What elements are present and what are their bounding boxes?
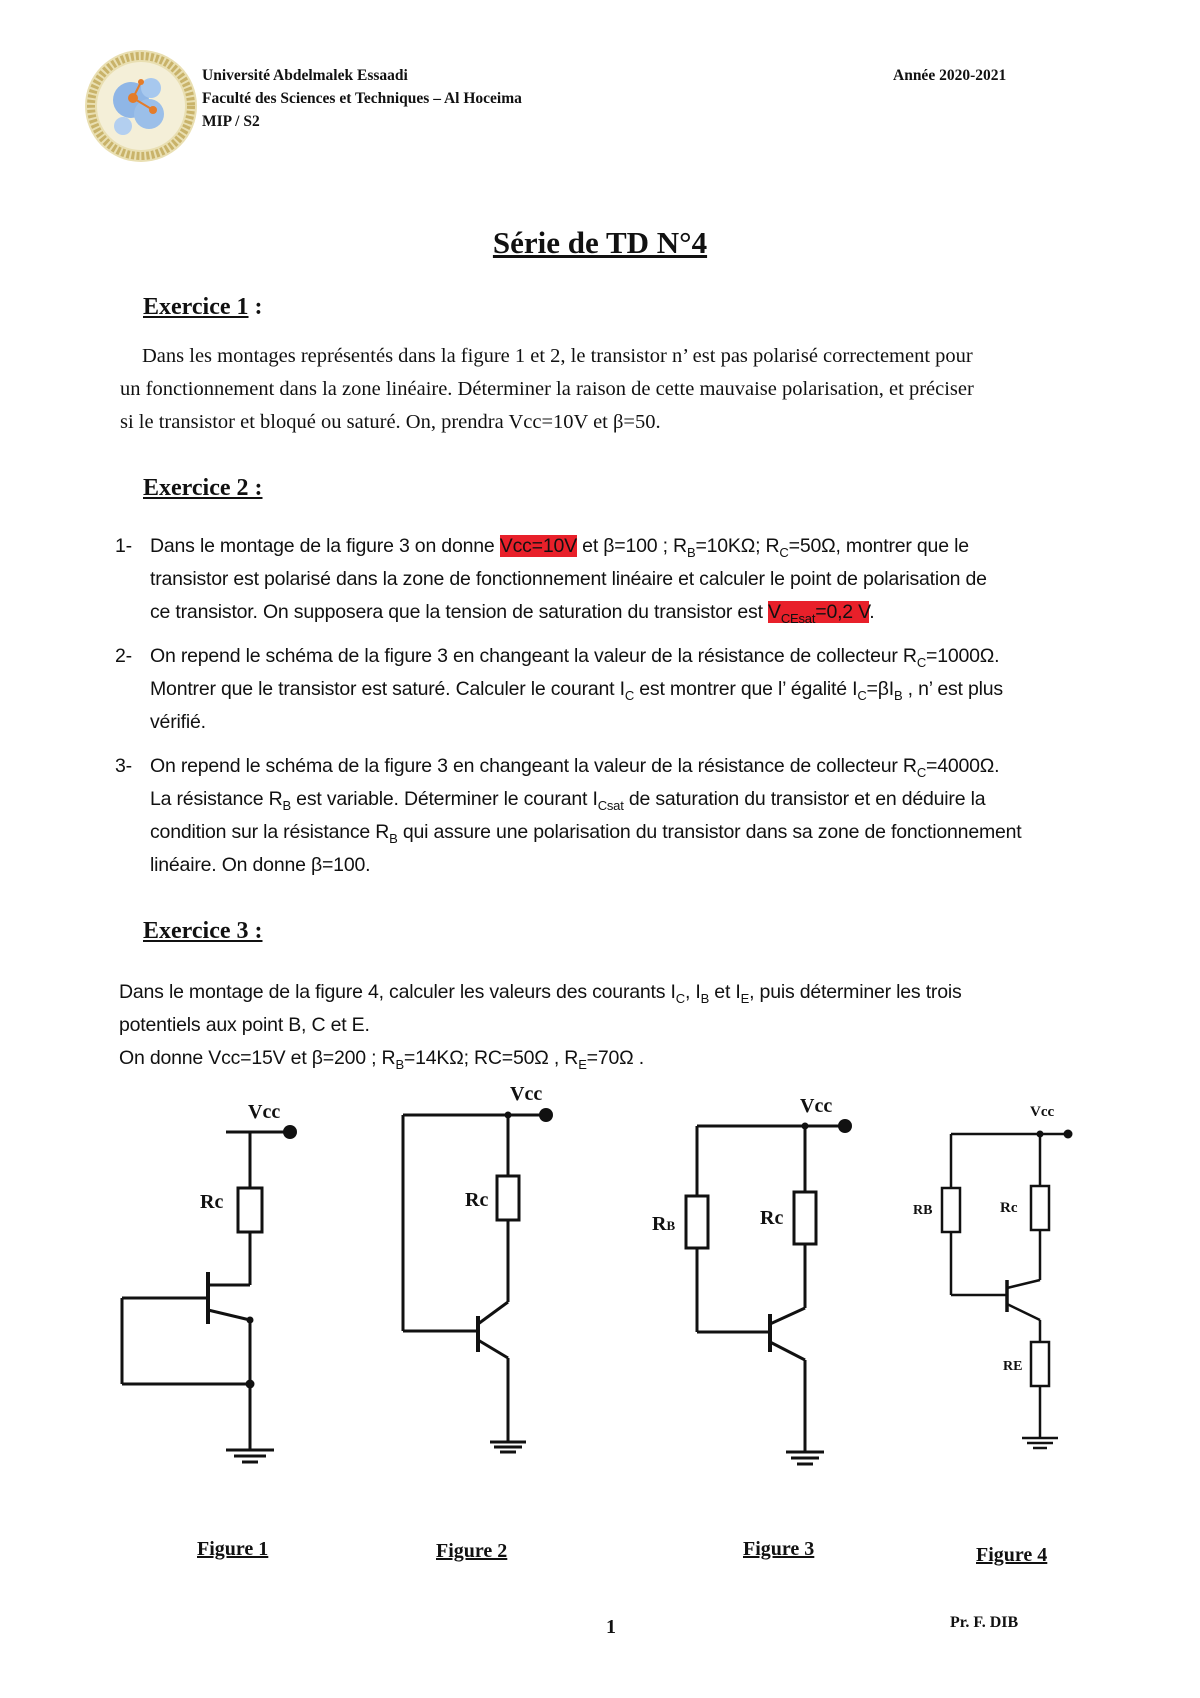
fig4-rb-label: RB [913, 1203, 933, 1218]
fig2-vcc-terminal [539, 1108, 553, 1122]
figure-3-circuit [686, 1126, 845, 1464]
fig3-rc-label: Rc [760, 1207, 784, 1229]
figure-3-label: Figure 3 [743, 1538, 815, 1560]
faculty-logo [83, 48, 199, 164]
ex3-text: Dans le montage de la figure 4, calculer les valeurs des courants $I_C$, $I_B$ et $I_E$, puis déterminer les trois potentiels aux point B, C et E. On donne Vcc=15V et β=200 ; $R_B=14K\Omega$; RC=50Ω , $R_E=70\Omega$ . [119, 981, 962, 1072]
level: MIP / S2 [202, 113, 260, 130]
fig2-rc-label: Rc [465, 1189, 489, 1211]
fig1-rc-label: Rc [200, 1191, 224, 1213]
ex1-title-text: Exercice 1 [143, 294, 249, 320]
fig4-vcc-label: Vcc [1030, 1104, 1055, 1120]
ex2-question-2: 2- On repend le schéma de la figure 3 en changeant la valeur de la résistance de collecteur $R_C=1000\Omega$. Montrer que le transistor est saturé. Calculer le courant $I_C$ est montrer que l’ égalité $I_C=\beta I_B$ , n’ est plus vérifié. [115, 645, 1003, 733]
fig3-rb-label: RB [652, 1213, 676, 1235]
highlight-vcesat: $V_{CEsat}=0,2$ V [768, 601, 870, 626]
figure-4-circuit [942, 1134, 1068, 1448]
circuit-figures [0, 1080, 1200, 1480]
figure-1-circuit [122, 1132, 290, 1462]
page-title: Série de TD N°4 [492, 225, 708, 260]
ex1-line-2: un fonctionnement dans la zone linéaire. Déterminer la raison de cette mauvaise polarisation, et préciser [120, 378, 974, 400]
figure-2-label: Figure 2 [436, 1540, 508, 1562]
ex1-line-3: si le transistor et bloqué ou saturé. On, prendra Vcc=10V et β=50. [120, 411, 661, 433]
fig4-re-label: RE [1003, 1359, 1023, 1374]
fig4-rc-label: Rc [1000, 1200, 1018, 1216]
author: Pr. F. DIB [950, 1614, 1019, 1631]
ex2-question-3: 3- On repend le schéma de la figure 3 en changeant la valeur de la résistance de collecteur $R_C=4000\Omega$. La résistance $R_B$ est variable. Déterminer le courant $I_{Csat}$ de saturation du transistor et en déduire la condition sur la résistance $R_B$ qui assure une polarisation du transistor dans sa zone de fonctionnement linéaire. On donne β=100. [115, 755, 1022, 876]
figure-1-label: Figure 1 [197, 1538, 269, 1560]
ex1-title [143, 294, 263, 321]
highlight-vcc: Vcc=10V [499, 535, 577, 557]
figure-2-circuit [403, 1115, 546, 1452]
fig3-vcc-terminal [838, 1119, 852, 1133]
ex1-line-1: Dans les montages représentés dans la figure 1 et 2, le transistor n’ est pas polarisé correctement pour [142, 345, 973, 367]
fig1-vcc-label: Vcc [248, 1101, 281, 1123]
fig1-vcc-terminal [283, 1125, 297, 1139]
figure-4-label: Figure 4 [976, 1544, 1048, 1566]
ex1-text [120, 340, 1130, 439]
academic-year: Année 2020-2021 [893, 67, 1007, 84]
ex2-title: Exercice 2 : [143, 475, 263, 501]
fig2-vcc-label: Vcc [510, 1083, 543, 1105]
university-name: Université Abdelmalek Essaadi [202, 67, 408, 84]
ex3-title: Exercice 3 : [143, 918, 263, 944]
faculty-name: Faculté des Sciences et Techniques – Al Hoceima [202, 90, 522, 107]
ex2-question-1: 1- Dans le montage de la figure 3 on donne Vcc=10V et β=100 ; $R_B=10K\Omega$; $R_C=50\Omega$, montrer que le transistor est polarisé dans la zone de fonctionnement linéaire et calculer le point de polarisation de ce transistor. On supposera que la tension de saturation du transistor est $V_{CEsat}=0,2$ V. [115, 535, 987, 626]
page-number: 1 [606, 1616, 616, 1638]
header-block [202, 64, 522, 133]
fig3-vcc-label: Vcc [800, 1095, 833, 1117]
ex1-title-colon: : [248, 294, 263, 320]
